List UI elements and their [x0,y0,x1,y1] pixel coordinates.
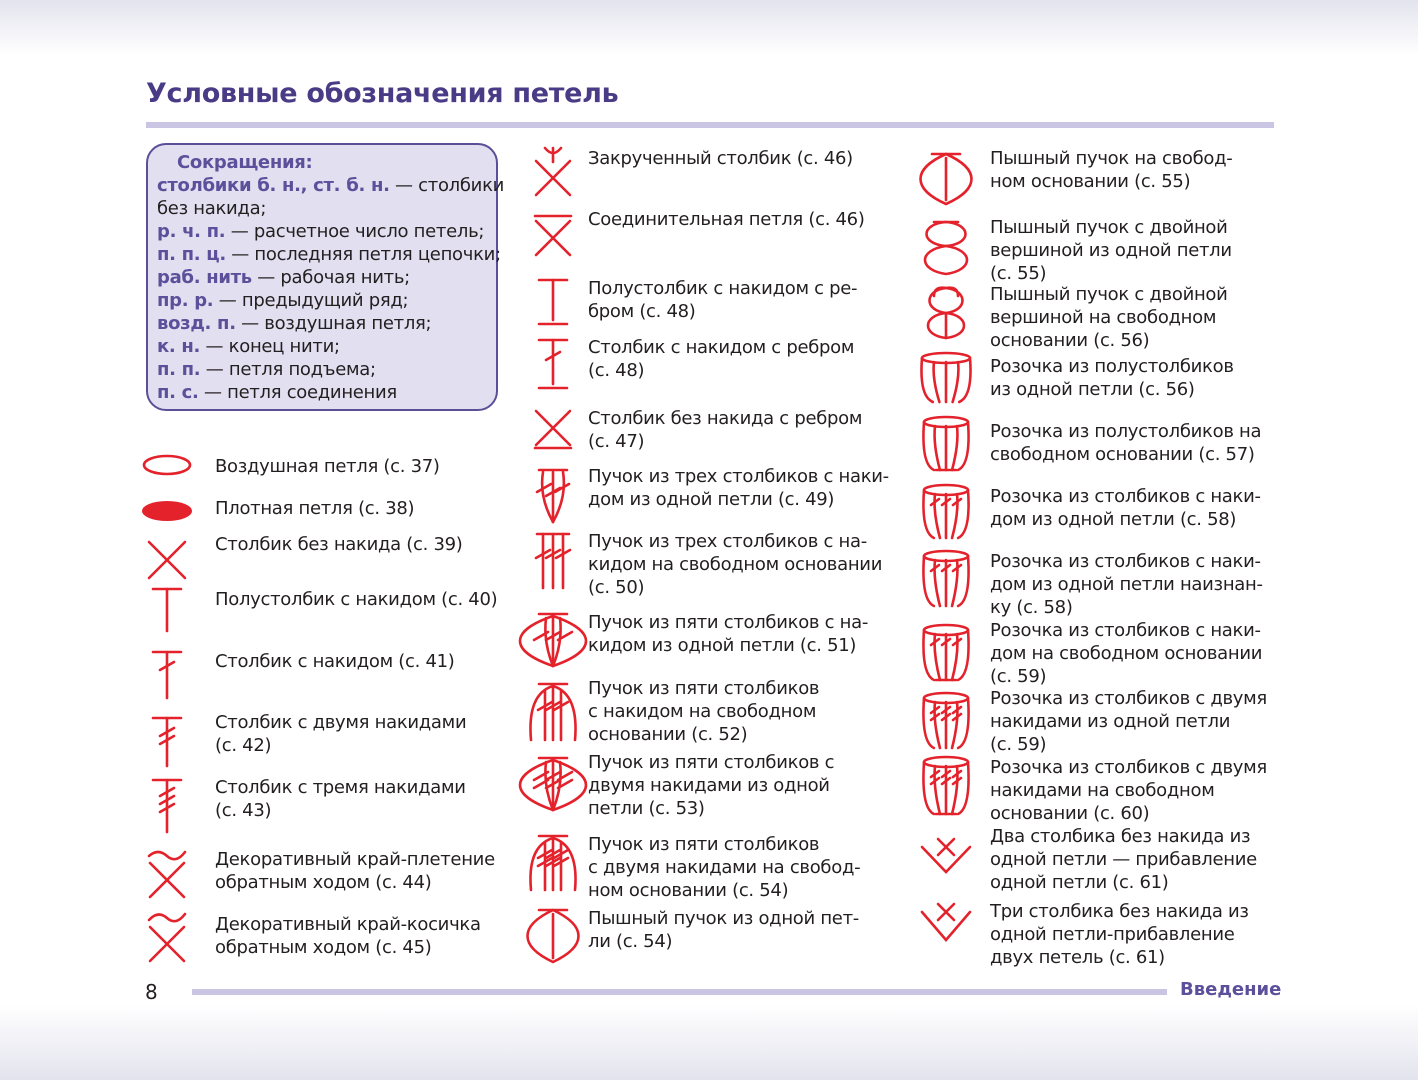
half-double-crochet-icon [140,585,194,635]
cluster-5-two-yo-one-loop-icon [526,754,580,814]
abbreviation-line: п. с. — петля соединения [157,382,397,403]
treble-crochet-icon [140,714,194,770]
symbol-label: Пышный пучок из одной пет- ли (с. 54) [588,908,859,952]
shell-hdc-one-loop-icon [918,350,974,406]
increase-three-sc-icon [918,896,974,944]
page-title: Условные обозначения петель [146,78,619,109]
shell-hdc-free-base-icon [918,414,974,474]
symbol-label: Розочка из столбиков с двумя накидами на свободном основании (с. 60) [990,757,1267,824]
symbol-label: Розочка из полустолбиков на свободном основании (с. 57) [990,421,1262,465]
symbol-label: Пучок из пяти столбиков с накидом на свободном основании (с. 52) [588,678,820,745]
abbreviations-box [146,143,505,411]
footer-divider [192,989,1167,995]
symbol-label: Декоративный край-плетение обратным ходом (с. 44) [215,849,495,893]
reverse-edge-icon [140,846,194,898]
ribbed-dc-icon [526,336,580,392]
abbreviation-line: р. ч. п. — расчетное число петель; [157,221,485,242]
puff-double-top-free-base-icon [918,284,974,342]
symbol-label: Пучок из трех столбиков с наки- дом из одной петли (с. 49) [588,466,889,510]
symbol-label: Пышный пучок на свобод- ном основании (с. 55) [990,148,1233,192]
symbol-label: Пучок из пяти столбиков с двумя накидами на свобод- ном основании (с. 54) [588,834,861,901]
symbol-label: Два столбика без накида из одной петли — прибавление одной петли (с. 61) [990,826,1257,893]
twisted-stitch-icon [526,144,580,196]
shell-dc-one-loop-icon [918,482,974,542]
symbol-label: Розочка из полустолбиков из одной петли (с. 56) [990,356,1234,400]
symbol-label: Пышный пучок с двойной вершиной на свободном основании (с. 56) [990,284,1228,351]
symbol-label: Полустолбик с накидом (с. 40) [215,589,498,610]
symbol-label: Три столбика без накида из одной петли-прибавление двух петель (с. 61) [990,901,1249,968]
cluster-3-free-base-icon [526,530,580,592]
abbreviation-line: к. н. — конец нити; [157,336,340,357]
abbreviation-line: без накида; [157,198,267,219]
symbol-label: Столбик с накидом с ребром (с. 48) [588,337,855,381]
double-treble-icon [140,776,194,836]
joining-loop-icon [526,210,580,258]
symbol-label: Соединительная петля (с. 46) [588,209,865,230]
shell-dc-reverse-icon [918,548,974,610]
cluster-3-one-loop-icon [526,466,580,526]
symbol-label: Розочка из столбиков с двумя накидами из одной петли (с. 59) [990,688,1267,755]
cluster-5-two-yo-free-base-icon [526,832,580,894]
symbol-label: Столбик с накидом (с. 41) [215,651,455,672]
cluster-5-one-loop-icon [526,610,580,670]
abbreviation-line: раб. нить — рабочая нить; [157,267,410,288]
symbol-label: Закрученный столбик (с. 46) [588,148,853,169]
symbol-label: Розочка из столбиков с наки- дом из одной петли (с. 58) [990,486,1261,530]
cluster-5-free-base-icon [526,680,580,744]
symbol-label: Плотная петля (с. 38) [215,498,415,519]
shell-tr-one-loop-icon [918,690,974,752]
slip-stitch-icon [140,498,194,524]
symbol-label: Декоративный край-косичка обратным ходом (с. 45) [215,914,481,958]
symbol-label: Пышный пучок с двойной вершиной из одной петли (с. 55) [990,217,1232,284]
symbol-label: Воздушная петля (с. 37) [215,456,440,477]
increase-two-sc-icon [918,830,974,876]
puff-one-loop-icon [526,906,580,966]
symbol-label: Столбик без накида (с. 39) [215,534,463,555]
symbol-label: Розочка из столбиков с наки- дом из одной петли наизнан- ку (с. 58) [990,551,1263,618]
shell-tr-free-base-icon [918,754,974,818]
ribbed-sc-icon [526,408,580,452]
abbreviation-line: п. п. ц. — последняя петля цепочки; [157,244,501,265]
chain-stitch-icon [140,452,194,478]
symbol-label: Пучок из пяти столбиков с двумя накидами из одной петли (с. 53) [588,752,835,819]
abbreviations-heading: Сокращения: [177,152,313,173]
section-name: Введение [1180,979,1282,1000]
ribbed-hdc-icon [526,276,580,328]
symbol-label: Столбик с тремя накидами (с. 43) [215,777,466,821]
single-crochet-icon [140,538,194,582]
shell-dc-free-base-icon [918,622,974,684]
symbol-label: Столбик с двумя накидами (с. 42) [215,712,467,756]
symbol-label: Пучок из трех столбиков с на- кидом на свободном основании (с. 50) [588,531,883,598]
symbol-label: Пучок из пяти столбиков с на- кидом из одной петли (с. 51) [588,612,869,656]
double-crochet-icon [140,648,194,702]
abbreviation-line: возд. п. — воздушная петля; [157,313,432,334]
abbreviation-line: пр. р. — предыдущий ряд; [157,290,409,311]
symbol-label: Полустолбик с накидом с ре- бром (с. 48) [588,278,858,322]
braid-edge-icon [140,910,194,962]
puff-double-top-one-loop-icon [918,218,974,278]
abbreviation-line: п. п. — петля подъема; [157,359,376,380]
page-number: 8 [145,980,158,1004]
symbol-label: Столбик без накида с ребром (с. 47) [588,408,863,452]
title-divider [146,122,1274,128]
symbol-label: Розочка из столбиков с наки- дом на свободном основании (с. 59) [990,620,1263,687]
puff-free-base-icon [918,150,974,208]
abbreviation-line: столбики б. н., ст. б. н. — столбики [157,175,505,196]
